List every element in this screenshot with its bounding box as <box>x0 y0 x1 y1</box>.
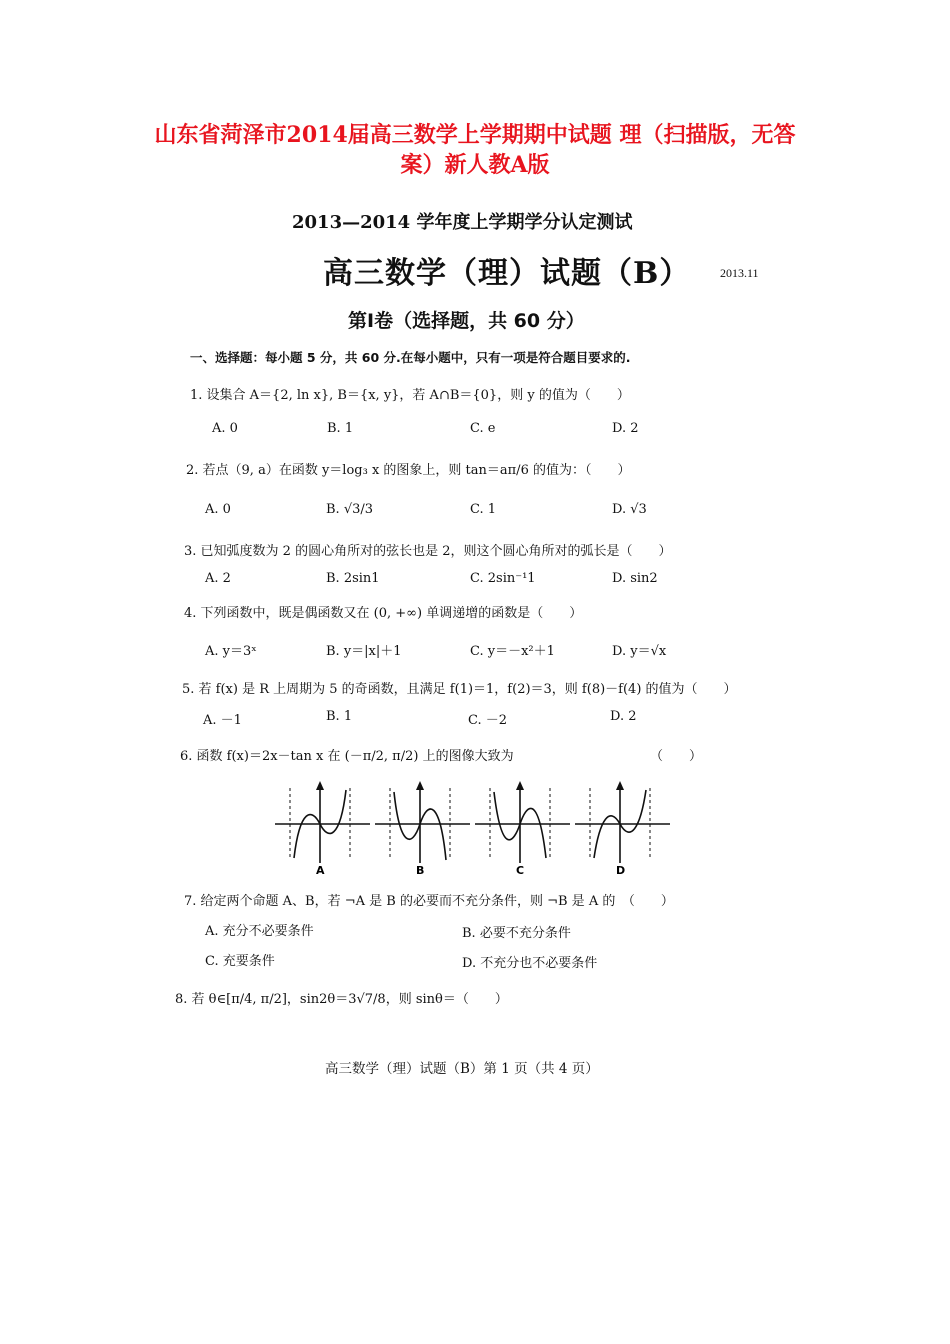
question-3-option-b: B. 2sin1 <box>326 571 380 586</box>
question-6-graph-options <box>270 778 670 878</box>
question-1-option-c: C. e <box>470 421 496 436</box>
graph-a-arrow <box>316 781 324 790</box>
question-4-stem: 4. 下列函数中，既是偶函数又在 (0, +∞) 单调递增的函数是（ ） <box>184 606 583 621</box>
graph-d-arrow <box>616 781 624 790</box>
section-title: 第Ⅰ卷（选择题，共 60 分） <box>348 310 585 332</box>
question-1-option-d: D. 2 <box>612 421 639 436</box>
exam-title: 高三数学（理）试题（B） <box>323 256 691 291</box>
graph-d-label: D <box>616 864 626 877</box>
question-8-stem: 8. 若 θ∈[π/4, π/2]，sin2θ＝3√7/8，则 sinθ＝（ ） <box>175 992 508 1007</box>
question-3-option-c: C. 2sin⁻¹1 <box>470 571 536 586</box>
question-2-stem: 2. 若点（9, a）在函数 y＝log₃ x 的图象上，则 tan＝aπ/6 的值为：（ ） <box>186 463 631 478</box>
question-5-option-c: C. －2 <box>468 713 508 728</box>
section-instruction: 一、选择题：每小题 5 分，共 60 分.在每小题中，只有一项是符合题目要求的. <box>190 350 631 365</box>
question-2-option-d: D. √3 <box>612 502 647 517</box>
graph-d <box>575 781 670 877</box>
graph-b-arrow <box>416 781 424 790</box>
question-1-stem: 1. 设集合 A＝{2, ln x}, B＝{x, y}，若 A∩B＝{0}，则 y 的值为（ ） <box>190 388 630 403</box>
question-2-option-b: B. √3/3 <box>326 502 374 517</box>
graph-c <box>475 781 570 877</box>
question-7-option-c: C. 充要条件 <box>205 954 275 969</box>
question-2-option-a: A. 0 <box>205 502 231 517</box>
question-7-option-b: B. 必要不充分条件 <box>462 926 571 941</box>
question-5-option-b: B. 1 <box>326 709 353 724</box>
exam-subheading: 2013—2014 学年度上学期学分认定测试 <box>292 212 633 233</box>
question-3-option-d: D. sin2 <box>612 571 658 586</box>
document-title-line2: 案）新人教A版 <box>400 152 550 178</box>
question-7-option-a: A. 充分不必要条件 <box>205 924 314 939</box>
question-3-stem: 3. 已知弧度数为 2 的圆心角所对的弦长也是 2，则这个圆心角所对的弧长是（ ） <box>184 544 672 559</box>
question-7-option-d: D. 不充分也不必要条件 <box>462 956 598 971</box>
graph-a <box>275 781 370 877</box>
question-6-answer-paren: （ ） <box>650 749 703 764</box>
question-3-option-a: A. 2 <box>205 571 231 586</box>
question-1-option-b: B. 1 <box>327 421 354 436</box>
question-4-option-a: A. y＝3ˣ <box>205 644 257 659</box>
question-5-option-d: D. 2 <box>610 709 637 724</box>
graph-c-arrow <box>516 781 524 790</box>
question-2-option-c: C. 1 <box>470 502 497 517</box>
question-6-stem: 6. 函数 f(x)＝2x－tan x 在 (－π/2, π/2) 上的图像大致为 <box>180 749 514 764</box>
question-4-option-d: D. y＝√x <box>612 644 667 659</box>
graph-b <box>375 781 470 877</box>
graph-b-label: B <box>416 864 425 877</box>
exam-date: 2013.11 <box>720 266 759 280</box>
question-5-option-a: A. －1 <box>203 713 242 728</box>
question-7-stem: 7. 给定两个命题 A、B，若 ¬A 是 B 的必要而不充分条件，则 ¬B 是 A 的 （ ） <box>184 894 674 909</box>
page-footer: 高三数学（理）试题（B）第 1 页（共 4 页） <box>325 1061 599 1077</box>
question-5-stem: 5. 若 f(x) 是 R 上周期为 5 的奇函数，且满足 f(1)＝1，f(2)＝3，则 f(8)－f(4) 的值为（ ） <box>182 682 737 697</box>
question-4-option-c: C. y＝－x²＋1 <box>470 644 555 659</box>
document-title-line1: 山东省菏泽市2014届高三数学上学期期中试题 理（扫描版，无答 <box>154 122 796 148</box>
question-1-option-a: A. 0 <box>212 421 238 436</box>
question-4-option-b: B. y＝|x|＋1 <box>326 644 402 659</box>
graph-a-label: A <box>316 864 325 877</box>
graph-c-label: C <box>516 864 525 877</box>
